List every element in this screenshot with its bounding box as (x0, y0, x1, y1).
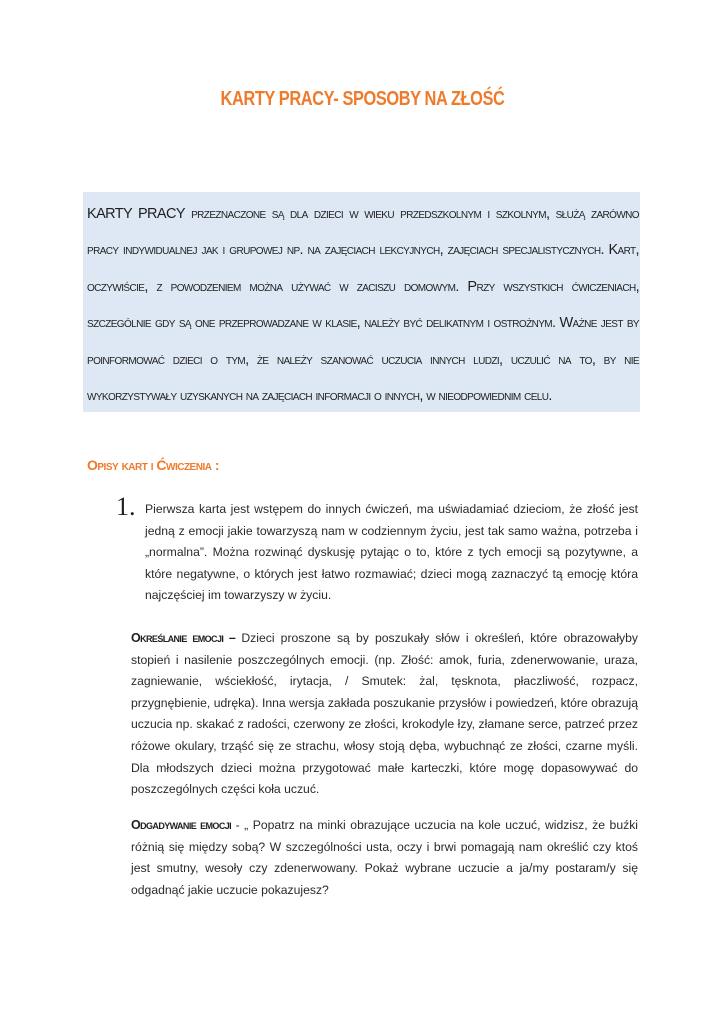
okreslanie-body: Dzieci proszone są by poszukały słów i określeń, które obrazowałyby stopień i nasilenie poszczególnych emocji. (np. Złość: amok, furia, zdenerwowanie, uraza, zagniewanie, wściekłość, irytacja, / Smutek: żal, tęsknota, płaczliwość, rozpacz, przygnębienie, udręka). Inna wersja zakłada poszukanie przysłów i powiedzeń, które obrazują uczucia np. skakać z radości, czerwony ze złości, krokodyle łzy, złamane serce, patrzeć przez różowe okulary, trząść się ze strachu, włosy stoją dęba, wybuchnąć ze złości, czarne myśli. Dla młodszych dzieci można przygotować małe karteczki, które mogę dopasowywać do poszczególnych części koła uczuć. (131, 631, 638, 797)
odgadywanie-label: Odgadywanie emocji (131, 818, 232, 832)
odgadywanie-paragraph (131, 815, 638, 901)
item1-paragraph: Pierwsza karta jest wstępem do innych ćwiczeń, ma uświadamiać dzieciom, że złość jest jedną z emocji jakie towarzyszą nam w codziennym życiu, jest tak samo ważna, potrzeba i „normalna”. Można rozwinąć dyskusję pytając o to, które z tych emocji są pozytywne, a które negatywne, o których jest łatwo rozmawiać; dzieci mogą zaznaczyć tą emocję która najczęściej im towarzyszy w życiu. (145, 502, 638, 603)
okreslanie-label: Określanie emocji – (131, 631, 236, 645)
page-title: KARTY PRACY- SPOSOBY NA ZŁOŚĆ (220, 88, 505, 110)
list-number: 1. (116, 492, 136, 521)
section-heading: Opisy kart i Ćwiczenia : (87, 457, 219, 473)
intro-body: przeznaczone są dla dzieci w wieku przedszkolnym i szkolnym, służą zarówno pracy indywidualnej jak i grupowej np. na zajęciach lekcyjnych, zajęciach specjalistycznych. Kart, oczywiście, z powodzeniem można używać w zaciszu domowym. Przy wszystkich ćwiczeniach, szczególnie gdy są one przeprowadzane w klasie, należy być delikatnym i ostrożnym. Ważne jest by poinformować dzieci o tym, że należy szanować uczucia innych ludzi, uczulić na to, by nie wykorzystywały uzyskanych na zajęciach informacji o innych, w nieodpowiednim celu. (87, 206, 639, 405)
odgadywanie-body: - „ Popatrz na minki obrazujące uczucia na kole uczuć, widzisz, że buźki różnią się między sobą? W szczególności usta, oczy i brwi pomagają nam określić czy ktoś jest smutny, wesoły czy zdenerwowany. Pokaż wybrane uczucie a ja/my postaram/y się odgadnąć jakie uczucie pokazujesz? (131, 818, 639, 897)
intro-lead: KARTY PRACY (87, 206, 185, 222)
intro-paragraph (87, 196, 639, 414)
okreslanie-paragraph (131, 628, 638, 801)
